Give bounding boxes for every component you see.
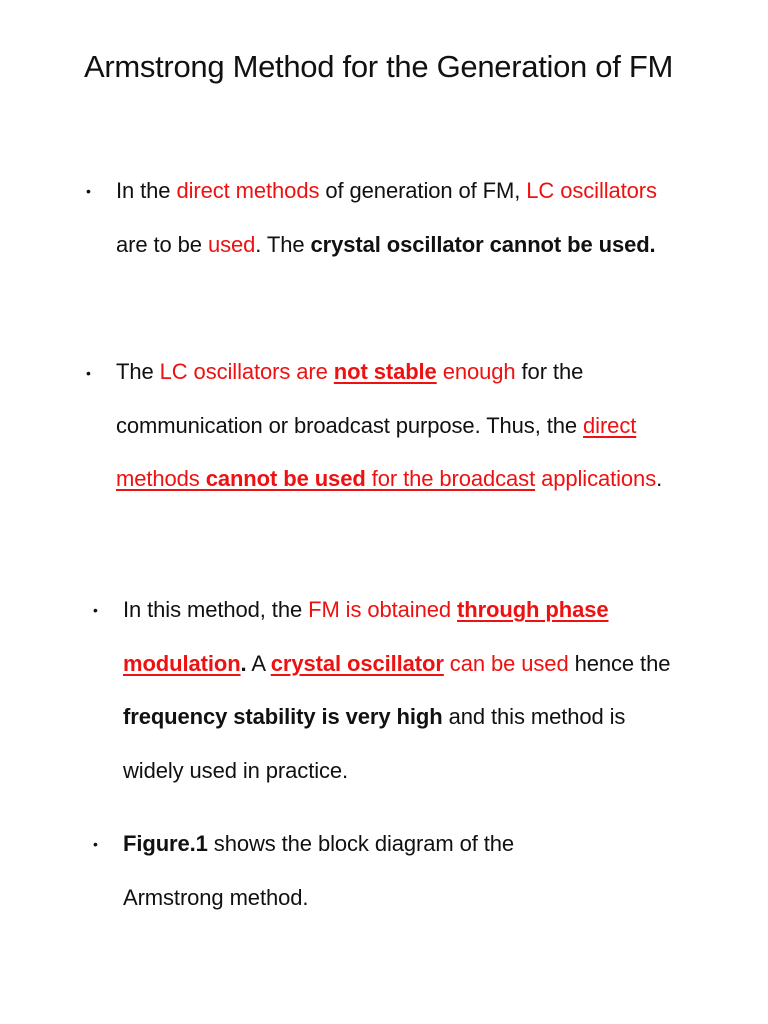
bullet-text-segment: LC oscillators (526, 178, 657, 203)
bullet-text-segment: used (207, 231, 256, 257)
bullet-marker: • (86, 183, 91, 199)
bullet-text-segment: . (240, 650, 247, 676)
bullet-marker: • (93, 602, 98, 618)
bullet-text-segment: applications (535, 466, 657, 491)
bullet-text-segment: for the broadcast (365, 466, 536, 491)
bullet-text-segment: through phase modulation (123, 597, 609, 676)
bullet-text-segment: can be used (443, 650, 569, 676)
bullet-text-segment: of generation of FM, (319, 178, 527, 203)
bullet-text-segment: hence the (568, 650, 671, 676)
bullet-item-4 (123, 817, 593, 924)
bullet-text-segment: LC oscillators are (159, 359, 334, 384)
page-title: Armstrong Method for the Generation of FM (84, 49, 674, 84)
bullet-text-segment: In this method, the (123, 597, 309, 622)
bullet-text-segment: Figure.1 (123, 831, 208, 856)
bullet-text-segment: frequency stability is very high (123, 704, 443, 729)
bullet-text-segment: direct methods (116, 412, 637, 491)
bullet-text-segment: FM is obtained (308, 597, 458, 622)
bullet-item-3 (123, 583, 688, 797)
bullet-text-segment: for the communication or broadcast purpose. Thus, the (116, 359, 584, 438)
bullet-text-segment: and this method is widely used in practice. (123, 704, 626, 783)
bullet-marker: • (86, 365, 91, 381)
bullet-text-segment: A (246, 650, 271, 676)
bullet-text-segment: The (116, 359, 160, 384)
bullet-marker: • (93, 836, 98, 852)
bullet-item-1 (116, 164, 676, 271)
bullet-item-2 (116, 345, 676, 506)
bullet-text-segment: are to be (116, 231, 208, 257)
bullet-text-segment: crystal oscillator cannot be used. (310, 231, 656, 257)
bullet-text-segment: shows the block diagram of the Armstrong method. (123, 831, 515, 910)
bullet-text-segment: not stable (333, 359, 437, 384)
bullet-text-segment: In the (116, 178, 177, 203)
bullet-text-segment: direct methods (176, 178, 320, 203)
bullet-text-segment: cannot be used (205, 466, 366, 491)
bullet-text-segment: enough (436, 359, 516, 384)
bullet-text-segment: . (656, 466, 663, 491)
bullet-text-segment: . The (255, 231, 311, 257)
bullet-text-segment: crystal oscillator (270, 650, 444, 676)
